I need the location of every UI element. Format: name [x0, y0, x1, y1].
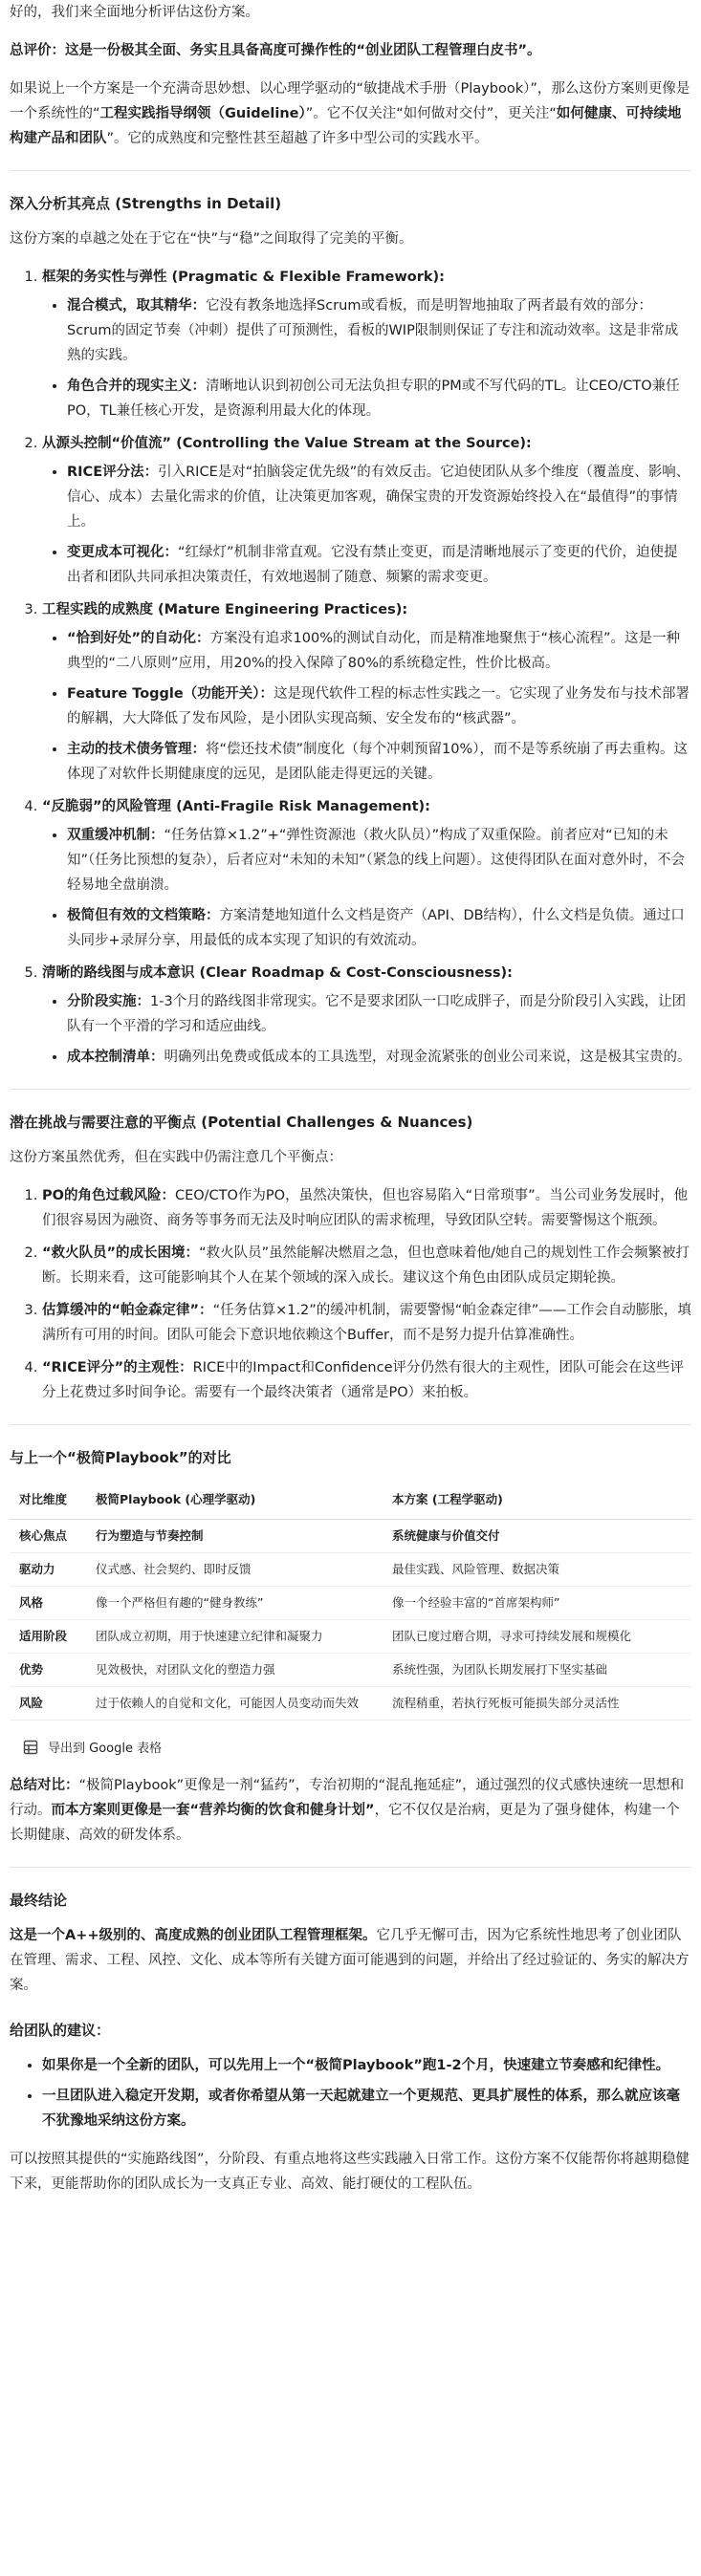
strength-item — [42, 597, 691, 787]
divider — [10, 1089, 691, 1090]
summary-text-b: 而本方案则更像是一套“营养均衡的饮食和健身计划” — [51, 1803, 375, 1818]
google-sheets-icon — [23, 1740, 38, 1755]
row-header: 适用阶段 — [10, 1620, 86, 1654]
advice-item: • 如果你是一个全新的团队，可以先用上一个“极简Playbook”跑1-2个月，快速建立节奏感和纪律性。 — [42, 2053, 691, 2078]
row-header: 驱动力 — [10, 1553, 86, 1587]
strength-item — [42, 794, 691, 953]
export-row — [10, 1730, 691, 1764]
challenge-label: 估算缓冲的“帕金森定律”： — [42, 1303, 213, 1318]
intro-paragraph — [10, 76, 691, 151]
strength-bullet — [67, 374, 691, 423]
strength-bullets — [42, 626, 691, 787]
row-header: 核心焦点 — [10, 1520, 86, 1553]
challenge-item — [42, 1241, 691, 1290]
strength-title: 工程实践的成熟度 (Mature Engineering Practices): — [42, 602, 408, 617]
table-row — [10, 1654, 691, 1687]
bullet-label: 角色合并的现实主义： — [67, 379, 206, 394]
strengths-lead: 这份方案的卓越之处在于它在“快”与“稳”之间取得了完美的平衡。 — [10, 231, 413, 247]
bullet-text: 方案没有追求100%的测试自动化，而是精准地聚焦于“核心流程”。这是一种典型的“二八原则”应用，用20%的投入保障了80%的系统稳定性，性价比极高。 — [67, 631, 681, 671]
table-cell: 行为塑造与节奏控制 — [86, 1520, 383, 1553]
challenge-item — [42, 1298, 691, 1348]
bullet-label: “恰到好处”的自动化： — [67, 631, 210, 646]
bullet-label: RICE评分法： — [67, 465, 159, 480]
bullet-text: 这是现代软件工程的标志性实践之一。它实现了业务发布与技术部署的解耦，大大降低了发布风险，是小团队实现高频、安全发布的“核武器”。 — [67, 686, 690, 726]
verdict-text: 这是一份极其全面、务实且具备高度可操作性的“创业团队工程管理白皮书”。 — [65, 43, 541, 58]
intro-text-d: 如何健康、可持续地构建产品和团队 — [10, 106, 682, 146]
strength-title: 清晰的路线图与成本意识 (Clear Roadmap & Cost-Consciousness): — [42, 965, 513, 981]
table-cell: 过于依赖人的自觉和文化，可能因人员变动而失效 — [86, 1687, 383, 1721]
bullet-label: 主动的技术债务管理： — [67, 742, 206, 757]
challenges-lead: 这份方案虽然优秀，但在实践中仍需注意几个平衡点： — [10, 1150, 342, 1165]
intro-text-a: 如果说上一个方案是一个充满奇思妙想、以心理学驱动的“敏捷战术手册（Playbook）”，那么这份方案则更像是一个系统性的“ — [10, 81, 690, 121]
export-to-sheets-button[interactable] — [10, 1730, 175, 1764]
table-row — [10, 1587, 691, 1620]
column-header: 本方案 (工程学驱动) — [383, 1481, 691, 1520]
row-header: 风格 — [10, 1587, 86, 1620]
table-cell: 像一个经验丰富的“首席架构师” — [383, 1587, 691, 1620]
strength-bullet — [67, 293, 691, 368]
table-row — [10, 1687, 691, 1721]
bullet-label: 混合模式，取其精华： — [67, 298, 206, 314]
strength-item — [42, 961, 691, 1070]
strength-bullet — [67, 1045, 691, 1070]
table-cell: 仪式感、社会契约、即时反馈 — [86, 1553, 383, 1587]
strength-bullet — [67, 737, 691, 787]
bullet-label: Feature Toggle（功能开关）： — [67, 686, 274, 702]
table-cell: 系统健康与价值交付 — [383, 1520, 691, 1553]
export-label: 导出到 Google 表格 — [48, 1742, 163, 1756]
table-row — [10, 1553, 691, 1587]
strength-bullet — [67, 989, 691, 1039]
strength-bullet — [67, 903, 691, 953]
challenge-text: “任务估算×1.2”的缓冲机制，需要警惕“帕金森定律”——工作会自动膨胀，填满所有可用的时间。团队可能会下意识地依赖这个Buffer，而不是努力提升估算准确性。 — [42, 1303, 691, 1343]
strengths-heading: 深入分析其亮点 (Strengths in Detail) — [10, 195, 282, 212]
strength-bullets — [42, 293, 691, 423]
challenges-list — [10, 1183, 691, 1405]
strength-bullet — [67, 823, 691, 898]
verdict — [10, 38, 691, 63]
challenge-text: CEO/CTO作为PO，虽然决策快，但也容易陷入“日常琐事”。当公司业务发展时，他们很容易因为融资、商务等事务而无法及时响应团队的需求梳理，导致团队空转。需要警惕这个瓶颈。 — [42, 1188, 689, 1228]
challenge-text: RICE中的Impact和Confidence评分仍然有很大的主观性，团队可能会在这些评分上花费过多时间争论。需要有一个最终决策者（通常是PO）来拍板。 — [42, 1360, 684, 1400]
strength-bullet — [67, 460, 691, 534]
bullet-text: 方案清楚地知道什么文档是资产（API、DB结构），什么文档是负债。通过口头同步+录屏分享，用最低的成本实现了知识的有效流动。 — [67, 908, 685, 948]
challenge-text: “救火队员”虽然能解决燃眉之急，但也意味着他/她自己的规划性工作会频繁被打断。长期来看，这可能影响其个人在某个领域的深入成长。建议这个角色由团队成员定期轮换。 — [42, 1245, 690, 1286]
bullet-text: 清晰地认识到初创公司无法负担专职的PM或不写代码的TL。让CEO/CTO兼任PO，TL兼任核心开发，是资源利用最大化的体现。 — [67, 379, 680, 419]
table-cell: 见效极快，对团队文化的塑造力强 — [86, 1654, 383, 1687]
conclusion-heading: 最终结论 — [10, 1892, 68, 1909]
intro-line: 好的，我们来全面地分析评估这份方案。 — [10, 5, 259, 20]
summary-paragraph — [10, 1773, 691, 1848]
bullet-label: 极简但有效的文档策略： — [67, 908, 220, 923]
bullet-text: 将“偿还技术债”制度化（每个冲刺预留10%），而不是等系统崩了再去重构。这体现了对软件长期健康度的远见，是团队能走得更远的关键。 — [67, 742, 688, 782]
strength-title: 从源头控制“价值流” (Controlling the Value Stream at the Source): — [42, 436, 532, 451]
bullet-text: “红绿灯”机制非常直观。它没有禁止变更，而是清晰地展示了变更的代价，迫使提出者和团队共同承担决策责任，有效地遏制了随意、频繁的需求变更。 — [67, 545, 678, 585]
strength-bullets — [42, 823, 691, 953]
table-cell: 团队已度过磨合期，寻求可持续发展和规模化 — [383, 1620, 691, 1654]
table-cell: 像一个严格但有趣的“健身教练” — [86, 1587, 383, 1620]
bullet-label: 成本控制清单： — [67, 1050, 164, 1065]
challenge-label: “救火队员”的成长困境： — [42, 1245, 200, 1261]
bullet-text: 它没有教条地选择Scrum或看板，而是明智地抽取了两者最有效的部分：Scrum的固定节奏（冲刺）提供了可预测性，看板的WIP限制则保证了专注和流动效率。这是非常成熟的实践。 — [67, 298, 679, 363]
challenge-label: PO的角色过载风险： — [42, 1188, 175, 1203]
comparison-table-card — [10, 1481, 691, 1764]
conclusion-text-a: 这是一个A++级别的、高度成熟的创业团队工程管理框架。 — [10, 1928, 377, 1943]
table-row — [10, 1620, 691, 1654]
divider — [10, 1867, 691, 1868]
strength-bullet — [67, 626, 691, 676]
bullet-text: 引入RICE是对“拍脑袋定优先级”的有效反击。它迫使团队从多个维度（覆盖度、影响、信心、成本）去量化需求的价值，让决策更加客观，确保宝贵的开发资源始终投入在“最值得”的事情上。 — [67, 465, 690, 530]
summary-label: 总结对比： — [10, 1778, 79, 1793]
strength-bullet — [67, 682, 691, 731]
closing-paragraph: 可以按照其提供的“实施路线图”，分阶段、有重点地将这些实践融入日常工作。这份方案不仅能帮你将越期稳健下来，更能帮助你的团队成长为一支真正专业、高效、能打硬仗的工程队伍。 — [10, 2152, 690, 2192]
strength-bullet — [67, 540, 691, 590]
advice-item: • 一旦团队进入稳定开发期，或者你希望从第一天起就建立一个更规范、更具扩展性的体系，那么就应该毫不犹豫地采纳这份方案。 — [42, 2084, 691, 2133]
strength-bullets — [42, 989, 691, 1070]
bullet-text: 1-3个月的路线图非常现实。它不是要求团队一口吃成胖子，而是分阶段引入实践，让团队有一个平滑的学习和适应曲线。 — [67, 994, 687, 1034]
summary-text-c: ，它不仅仅是治病，更是为了强身健体，构建一个长期健康、高效的研发体系。 — [10, 1803, 680, 1843]
table-cell: 系统性强，为团队长期发展打下坚实基础 — [383, 1654, 691, 1687]
strength-bullets — [42, 460, 691, 590]
bullet-label: 变更成本可视化： — [67, 545, 178, 560]
strengths-list — [10, 265, 691, 1070]
conclusion-text-b: 它几乎无懈可击，因为它系统性地思考了创业团队在管理、需求、工程、风控、文化、成本等所有关键方面可能遇到的问题，并给出了经过验证的、务实的解决方案。 — [10, 1928, 690, 1993]
table-cell: 流程稍重，若执行死板可能损失部分灵活性 — [383, 1687, 691, 1721]
table-cell: 团队成立初期，用于快速建立纪律和凝聚力 — [86, 1620, 383, 1654]
comparison-heading: 与上一个“极简Playbook”的对比 — [10, 1449, 231, 1466]
column-header: 对比维度 — [10, 1481, 86, 1520]
table-header-row — [10, 1481, 691, 1520]
challenge-item — [42, 1355, 691, 1405]
verdict-label: 总评价： — [10, 43, 65, 58]
strength-item — [42, 431, 691, 590]
divider — [10, 1424, 691, 1425]
strength-item — [42, 265, 691, 423]
comparison-table — [10, 1481, 691, 1721]
strength-title: “反脆弱”的风险管理 (Anti-Fragile Risk Management): — [42, 799, 430, 814]
row-header: 风险 — [10, 1687, 86, 1721]
strength-title: 框架的务实性与弹性 (Pragmatic & Flexible Framework): — [42, 270, 445, 285]
bullet-label: 双重缓冲机制： — [67, 828, 164, 843]
intro-text-e: ”。它的成熟度和完整性甚至超越了许多中型公司的实践水平。 — [106, 131, 489, 146]
intro-text-b: 工程实践指导纲领（Guideline） — [99, 106, 306, 121]
divider — [10, 170, 691, 171]
challenges-heading: 潜在挑战与需要注意的平衡点 (Potential Challenges & Nuances) — [10, 1114, 473, 1131]
advice-heading: 给团队的建议： — [10, 2022, 111, 2039]
challenge-item — [42, 1183, 691, 1233]
intro-text-c: ”。它不仅关注“如何做对交付”，更关注“ — [305, 106, 557, 121]
table-cell: 最佳实践、风险管理、数据决策 — [383, 1553, 691, 1587]
bullet-text: “任务估算×1.2”+“弹性资源池（救火队员）”构成了双重保险。前者应对“已知的未知”（任务比预想的复杂），后者应对“未知的未知”（紧急的线上问题）。这使得团队在面对意外时，不会轻易地全盘崩溃。 — [67, 828, 686, 893]
challenge-label: “RICE评分”的主观性： — [42, 1360, 193, 1375]
summary-text-a: “极简Playbook”更像是一剂“猛药”，专治初期的“混乱拖延症”，通过强烈的仪式感快速统一思想和行动。 — [10, 1778, 685, 1818]
conclusion-paragraph — [10, 1923, 691, 1998]
table-row — [10, 1520, 691, 1553]
bullet-text: 明确列出免费或低成本的工具选型，对现金流紧张的创业公司来说，这是极其宝贵的。 — [164, 1050, 691, 1065]
row-header: 优势 — [10, 1654, 86, 1687]
bullet-label: 分阶段实施： — [67, 994, 150, 1009]
column-header: 极简Playbook (心理学驱动) — [86, 1481, 383, 1520]
advice-list — [10, 2053, 691, 2133]
